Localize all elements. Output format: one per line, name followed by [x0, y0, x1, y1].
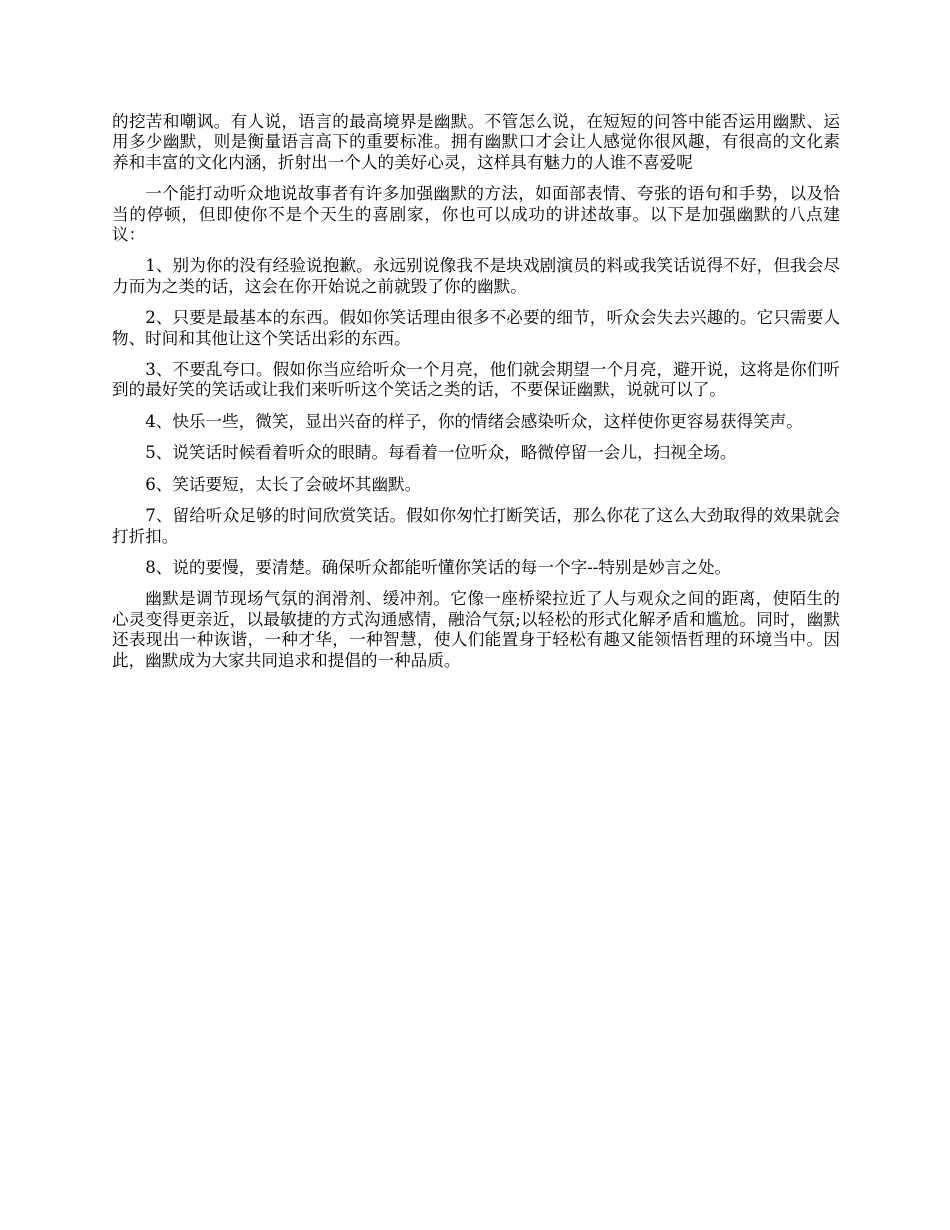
paragraph-humor-conclusion: 幽默是调节现场气氛的润滑剂、缓冲剂。它像一座桥梁拉近了人与观众之间的距离，使陌生的心灵变得更亲近，以最敏捷的方式沟通感情，融洽气氛;以轻松的形式化解矛盾和尴尬。同时，幽默还表现出一种诙谐，一种才华，一种智慧，使人们能置身于轻松有趣又能领悟哲理的环境当中。因此，幽默成为大家共同追求和提倡的一种品质。 — [112, 589, 840, 670]
tip-item-3: 3、不要乱夸口。假如你当应给听众一个月亮，他们就会期望一个月亮，避开说，这将是你们听到的最好笑的笑话或让我们来听听这个笑话之类的话，不要保证幽默，说就可以了。 — [112, 360, 840, 400]
tip-item-2: 2、只要是最基本的东西。假如你笑话理由很多不必要的细节，听众会失去兴趣的。它只需要人物、时间和其他让这个笑话出彩的东西。 — [112, 308, 840, 348]
tip-item-7: 7、留给听众足够的时间欣赏笑话。假如你匆忙打断笑话，那么你花了这么大劲取得的效果就会打折扣。 — [112, 506, 840, 546]
document-body — [112, 112, 840, 682]
tip-item-8: 8、说的要慢，要清楚。确保听众都能听懂你笑话的每一个字--特别是妙言之处。 — [145, 557, 732, 577]
tip-item-6: 6、笑话要短，太长了会破坏其幽默。 — [145, 474, 422, 494]
tip-item-1: 1、别为你的没有经验说抱歉。永远别说像我不是块戏剧演员的料或我笑话说得不好，但我会尽力而为之类的话，这会在你开始说之前就毁了你的幽默。 — [112, 256, 840, 296]
tip-item-4: 4、快乐一些，微笑，显出兴奋的样子，你的情绪会感染听众，这样使你更容易获得笑声。 — [145, 411, 803, 431]
tip-item-5: 5、说笑话时候看着听众的眼睛。每看着一位听众，略微停留一会儿，扫视全场。 — [145, 443, 737, 463]
paragraph-storyteller-methods: 一个能打动听众地说故事者有许多加强幽默的方法，如面部表情、夸张的语句和手势，以及恰当的停顿，但即使你不是个天生的喜剧家，你也可以成功的讲述故事。以下是加强幽默的八点建议： — [112, 184, 840, 245]
paragraph-humor-intro-continued: 的挖苦和嘲讽。有人说，语言的最高境界是幽默。不管怎么说，在短短的问答中能否运用幽默、运用多少幽默，则是衡量语言高下的重要标准。拥有幽默口才会让人感觉你很风趣，有很高的文化素养和丰富的文化内涵，折射出一个人的美好心灵，这样具有魅力的人谁不喜爱呢 — [112, 112, 840, 172]
